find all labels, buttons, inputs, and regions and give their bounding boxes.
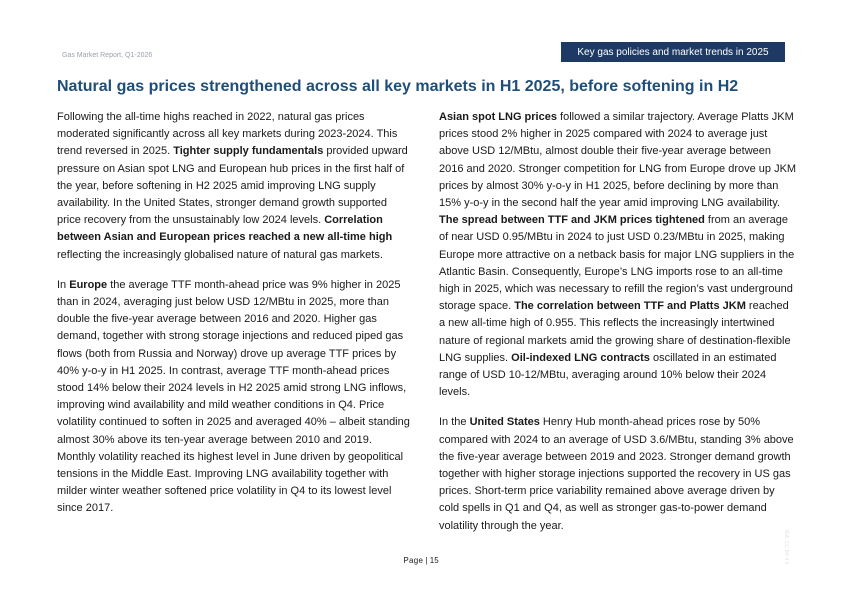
body-text: Following the all-time highs reached in 2022, natural gas prices moderated significantly across all key markets during 2023-2024. This trend reversed in 2025. bbox=[57, 111, 398, 158]
page-footer bbox=[0, 556, 842, 565]
emphasis-text: Europe bbox=[69, 278, 108, 291]
body-text: In the bbox=[439, 416, 470, 429]
emphasis-text: Correlation between Asian and European prices reached a new all-time high bbox=[57, 214, 393, 244]
paragraph bbox=[57, 277, 413, 518]
license-mark: IEA. CC BY 4.0. bbox=[783, 530, 789, 566]
running-header-title: Gas Market Report, Q1-2026 bbox=[62, 52, 153, 59]
page-separator: | bbox=[423, 556, 430, 565]
body-text: the average TTF month-ahead price was 9% higher in 2025 than in 2024, averaging just below USD 12/MBtu in 2025, more than double the five-year average between 2016 and 2020. Higher gas demand, together with strong storage injections and reduced piped gas flows (both from Russia and Norway) drove up average TTF prices by 40% y-o-y in H1 2025. In contrast, average TTF month-ahead prices stood 14% below their 2024 levels in H2 2025 amid strong LNG inflows, improving wind availability and mild weather conditions in Q4. Price volatility continued to soften in 2025 and averaged 40% – albeit standing almost 30% above its ten-year average between 2010 and 2019. Monthly volatility reached its highest level in June driven by geopolitical tensions in the Middle East. Improving LNG availability together with milder winter weather softened price volatility in Q4 to its lowest level since 2017. bbox=[57, 278, 410, 515]
section-label-tab: Key gas policies and market trends in 2025 bbox=[561, 42, 785, 62]
body-text: provided upward pressure on Asian spot LNG and European hub prices in the first half of the year, before softening in H2 2025 amid improving LNG supply availability. In the United States, stronger demand growth supported price recovery from the unsustainably low 2024 levels. bbox=[57, 145, 408, 227]
emphasis-text: The correlation between TTF and Platts JKM bbox=[514, 300, 746, 313]
body-text: oscillated in an estimated range of USD 10-12/MBtu, averaging around 10% below their 2024 levels. bbox=[439, 351, 777, 399]
emphasis-text: Asian spot LNG prices bbox=[439, 111, 557, 123]
emphasis-text: United States bbox=[469, 416, 540, 429]
page-number: 15 bbox=[429, 556, 439, 565]
body-text: from an average of near USD 0.95/MBtu in 2024 to just USD 0.23/MBtu in 2025, making Europe more attractive on a netback basis for major LNG suppliers in the Atlantic Basin. Consequently, Europe’s LNG imports rose to an all-time high in 2025, which was necessary to refill the region’s vast underground storage space. bbox=[439, 214, 795, 313]
left-column bbox=[57, 109, 413, 531]
body-text: reached a new all-time high of 0.955. This reflects the increasingly intertwined nature of regional markets amid the growing share of destination-flexible LNG supplies. bbox=[439, 300, 791, 364]
paragraph bbox=[57, 109, 413, 264]
paragraph bbox=[439, 414, 797, 534]
right-column bbox=[439, 109, 797, 548]
body-text: followed a similar trajectory. Average Platts JKM prices stood 2% higher in 2025 compared with 2024 to average just above USD 12/MBtu, almost double their five-year average between 2016 and 2020. Stronger competition for LNG from Europe drove up JKM prices by almost 30% y-o-y in H1 2025, before declining by more than 15% y-o-y in the second half the year amid improving LNG availability. bbox=[439, 111, 797, 210]
page-headline: Natural gas prices strengthened across all key markets in H1 2025, before softening in H2 bbox=[57, 78, 739, 95]
page-word: Page bbox=[403, 556, 424, 565]
body-text: Henry Hub month-ahead prices rose by 50% compared with 2024 to an average of USD 3.6/MBtu, standing 3% above the five-year average between 2019 and 2023. Stronger demand growth together with higher storage injections supported the recovery in US gas prices. Short-term price variability remained above average driven by cold spells in Q1 and Q4, as well as stronger gas-to-power demand volatility through the year. bbox=[439, 416, 794, 532]
paragraph bbox=[439, 109, 797, 401]
emphasis-text: The spread between TTF and JKM prices tightened bbox=[439, 214, 705, 227]
body-text: In bbox=[57, 278, 70, 291]
body-text: reflecting the increasingly globalised nature of natural gas markets. bbox=[57, 248, 383, 261]
emphasis-text: Tighter supply fundamentals bbox=[173, 145, 324, 158]
emphasis-text: Oil-indexed LNG contracts bbox=[511, 351, 650, 364]
